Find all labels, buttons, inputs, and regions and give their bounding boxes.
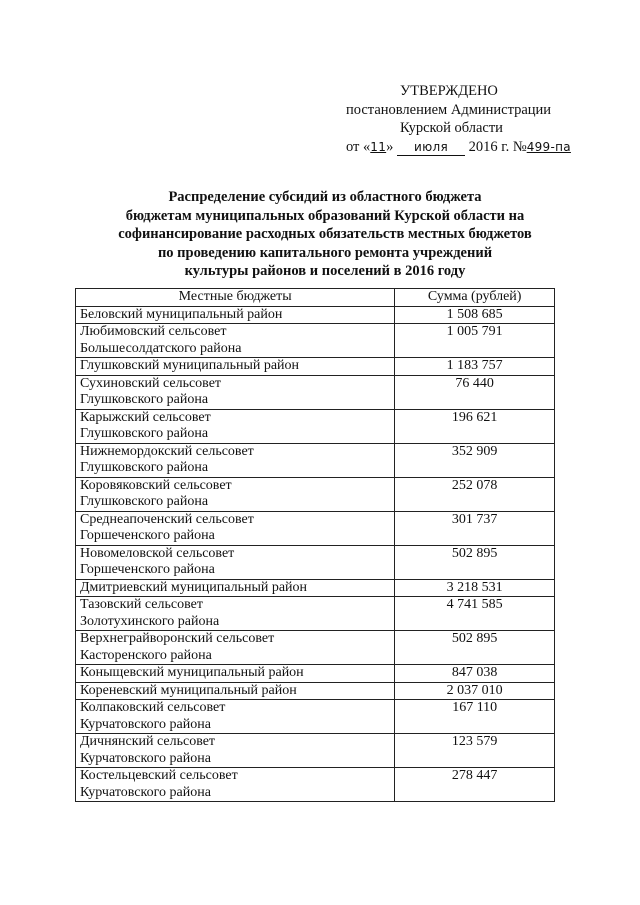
table-row	[76, 545, 555, 579]
budget-name-line: Горшеченского района	[80, 528, 215, 543]
budget-name-line: Нижнемордокский сельсовет	[80, 443, 254, 459]
header-sum: Сумма (рублей)	[395, 289, 555, 307]
table-row	[76, 682, 555, 700]
document-title	[90, 188, 560, 281]
title-line: Распределение субсидий из областного бюджета	[168, 189, 482, 205]
budget-name-line: Колпаковский сельсовет	[80, 700, 226, 715]
budget-name-line: Коровяковский сельсовет	[80, 477, 232, 493]
budget-name-line: Сухиновский сельсовет	[80, 375, 222, 391]
budget-sum-cell: 1 183 757	[395, 358, 555, 376]
budget-name-cell	[76, 324, 395, 358]
budget-sum-cell: 502 895	[395, 631, 555, 665]
budget-sum-cell: 167 110	[395, 700, 555, 734]
budget-name-line: Большесолдатского района	[80, 340, 242, 356]
approval-title: УТВЕРЖДЕНО	[400, 83, 498, 99]
budget-name-line: Карыжский сельсовет	[80, 409, 211, 425]
approval-date-line	[330, 138, 590, 157]
budget-name-cell	[76, 682, 395, 700]
table-row	[76, 768, 555, 802]
budget-name-line: Беловский муниципальный район	[80, 306, 283, 322]
table-row	[76, 306, 555, 324]
budget-name-line: Любимовский сельсовет	[80, 324, 227, 339]
budget-name-cell	[76, 700, 395, 734]
table-row	[76, 358, 555, 376]
budget-name-cell	[76, 768, 395, 802]
budget-name-cell	[76, 477, 395, 511]
budget-sum-cell: 76 440	[395, 375, 555, 409]
budget-name-cell	[76, 358, 395, 376]
budget-name-line: Тазовский сельсовет	[80, 597, 203, 612]
table-header-row	[76, 289, 555, 307]
budget-name-cell	[76, 545, 395, 579]
budget-name-line: Дмитриевский муниципальный район	[80, 579, 308, 595]
budget-name-line: Курчатовского района	[80, 716, 211, 732]
table-row	[76, 579, 555, 597]
budget-name-line: Глушковский муниципальный район	[80, 358, 300, 373]
budget-name-cell	[76, 306, 395, 324]
budget-name-line: Касторенского района	[80, 647, 212, 663]
budget-sum-cell: 278 447	[395, 768, 555, 802]
budget-sum-cell: 4 741 585	[395, 597, 555, 631]
budget-sum-cell: 196 621	[395, 409, 555, 443]
budget-name-line: Курчатовского района	[80, 784, 211, 800]
budget-name-line: Среднеапоченский сельсовет	[80, 511, 254, 527]
title-line: по проведению капитального ремонта учреждений	[157, 244, 493, 261]
table-row	[76, 734, 555, 768]
date-day: 11	[370, 139, 387, 154]
table-row	[76, 409, 555, 443]
budget-name-cell	[76, 511, 395, 545]
budget-sum-cell: 352 909	[395, 443, 555, 477]
budget-sum-cell: 3 218 531	[395, 579, 555, 597]
budget-name-line: Глушковского района	[80, 494, 209, 509]
budget-sum-cell: 1 508 685	[395, 306, 555, 324]
budget-name-line: Верхнеграйворонский сельсовет	[80, 631, 275, 646]
decree-number: 499-па	[526, 139, 571, 154]
budget-name-line: Горшеченского района	[80, 562, 215, 577]
date-prefix: от «	[346, 138, 371, 155]
table-body	[76, 306, 555, 802]
budget-sum-cell: 123 579	[395, 734, 555, 768]
budget-sum-cell: 301 737	[395, 511, 555, 545]
budget-name-cell	[76, 665, 395, 683]
budget-name-cell	[76, 734, 395, 768]
date-mid: »	[386, 138, 394, 155]
budget-name-line: Новомеловской сельсовет	[80, 545, 235, 561]
budget-name-line: Дичнянский сельсовет	[80, 734, 216, 749]
budget-name-line: Глушковского района	[80, 392, 209, 407]
budget-name-cell	[76, 375, 395, 409]
table-row	[76, 597, 555, 631]
table-row	[76, 631, 555, 665]
budget-name-line: Глушковского района	[80, 426, 209, 441]
title-line: софинансирование расходных обязательств местных бюджетов	[118, 226, 532, 242]
table-row	[76, 324, 555, 358]
budget-name-line: Коныщевский муниципальный район	[80, 665, 304, 680]
approval-decree-line: постановлением Администрации	[346, 101, 552, 118]
budget-sum-cell: 252 078	[395, 477, 555, 511]
title-line: культуры районов и поселений в 2016 году	[184, 263, 466, 279]
budget-name-cell	[76, 443, 395, 477]
subsidy-table	[75, 288, 555, 802]
date-year: 2016 г. №	[468, 138, 527, 155]
table-row	[76, 477, 555, 511]
header-budgets: Местные бюджеты	[76, 289, 395, 307]
budget-name-cell	[76, 579, 395, 597]
budget-name-cell	[76, 597, 395, 631]
budget-name-line: Кореневский муниципальный район	[80, 682, 297, 698]
table-row	[76, 375, 555, 409]
table-row	[76, 665, 555, 683]
budget-name-cell	[76, 409, 395, 443]
approval-region-line: Курской области	[400, 120, 503, 136]
table-row	[76, 443, 555, 477]
budget-sum-cell: 502 895	[395, 545, 555, 579]
table-row	[76, 511, 555, 545]
budget-name-line: Глушковского района	[80, 460, 209, 475]
budget-sum-cell: 1 005 791	[395, 324, 555, 358]
approval-stamp	[330, 82, 590, 156]
date-month: июля	[397, 140, 465, 156]
budget-sum-cell: 847 038	[395, 665, 555, 683]
budget-name-line: Курчатовского района	[80, 750, 211, 766]
budget-name-line: Костельцевский сельсовет	[80, 768, 238, 783]
budget-sum-cell: 2 037 010	[395, 682, 555, 700]
table-row	[76, 700, 555, 734]
budget-name-line: Золотухинского района	[80, 613, 220, 629]
budget-name-cell	[76, 631, 395, 665]
title-line: бюджетам муниципальных образований Курской области на	[125, 207, 525, 224]
